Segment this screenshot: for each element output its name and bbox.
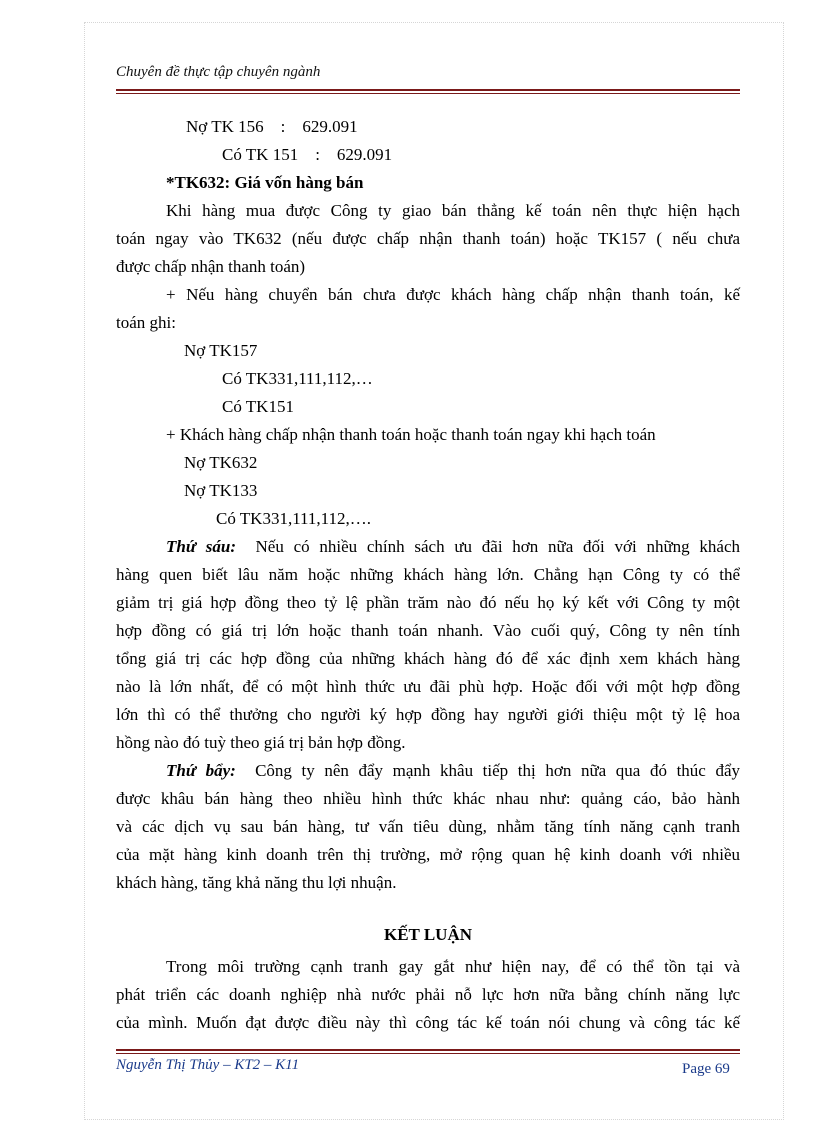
paragraph-line (166, 537, 740, 557)
page-number: Page 69 (682, 1061, 730, 1077)
entry-co-tk331: Có TK331,111,112,…. (216, 509, 372, 528)
entry-no-tk133: Nợ TK133 (184, 481, 258, 500)
paragraph-line: của mình. Muốn đạt được điều này thì công tác kế toán nói chung và công tác kế (116, 1013, 740, 1032)
paragraph-line: và các dịch vụ sau bán hàng, tư vấn tiêu dùng, nhằm tăng tính năng cạnh tranh (116, 817, 740, 836)
paragraph-line: giảm trị giá hợp đồng theo tỷ lệ phần trăm nào đó nếu họ ký kết với Công ty một (116, 593, 740, 612)
header-rule (116, 89, 740, 94)
paragraph-line: nào là lớn nhất, để có một hình thức ưu đãi phù hợp. Hoặc đối với một hợp đồng (116, 677, 740, 696)
paragraph-line: + Khách hàng chấp nhận thanh toán hoặc thanh toán ngay khi hạch toán (166, 425, 656, 444)
conclusion-heading: KẾT LUẬN (383, 925, 472, 944)
entry-co-tk331: Có TK331,111,112,… (222, 369, 373, 388)
entry-no-tk157: Nợ TK157 (184, 341, 258, 360)
paragraph-line: khách hàng, tăng khả năng thu lợi nhuận. (116, 873, 397, 892)
paragraph-line: lớn thì có thể thưởng cho người ký hợp đồng hay người giới thiệu một tỷ lệ hoa (116, 705, 740, 724)
paragraph-line: toán ghi: (116, 313, 176, 332)
paragraph-line: hợp đồng có giá trị lớn hoặc thanh toán nhanh. Vào cuối quý, Công ty nên tính (116, 621, 740, 640)
thu-bay-text: Công ty nên đẩy mạnh khâu tiếp thị hơn nữa qua đó thúc đẩy (255, 761, 740, 780)
paragraph-line: được chấp nhận thanh toán) (116, 257, 306, 276)
paragraph-line: phát triển các doanh nghiệp nhà nước phải nỗ lực hơn nữa bằng chính năng lực (116, 985, 740, 1004)
paragraph-line: tổng giá trị các hợp đồng của những khách hàng đó để xác định xem khách hàng (116, 649, 740, 668)
header-title: Chuyên đề thực tập chuyên ngành (116, 64, 321, 80)
footer-author: Nguyễn Thị Thủy – KT2 – K11 (116, 1057, 300, 1073)
paragraph-line: được khâu bán hàng theo nhiều hình thức khác nhau như: quảng cáo, bảo hành (116, 789, 740, 808)
entry-no-tk156: Nợ TK 156 : 629.091 (186, 117, 358, 136)
entry-no-tk632: Nợ TK632 (184, 453, 258, 472)
thu-sau-label: Thứ sáu: (166, 537, 236, 556)
section-heading-tk632: *TK632: Giá vốn hàng bán (166, 173, 364, 192)
paragraph-line: của mặt hàng kinh doanh trên thị trường, mở rộng quan hệ kinh doanh với nhiều (116, 845, 740, 864)
footer-rule (116, 1049, 740, 1054)
entry-co-tk151: Có TK 151 : 629.091 (222, 145, 393, 164)
entry-co-tk151: Có TK151 (222, 397, 294, 416)
paragraph-line: + Nếu hàng chuyển bán chưa được khách hàng chấp nhận thanh toán, kế (166, 285, 740, 304)
paragraph-line: Khi hàng mua được Công ty giao bán thẳng kế toán nên thực hiện hạch (166, 201, 740, 220)
paragraph-line: Trong môi trường cạnh tranh gay gắt như hiện nay, để có thể tồn tại và (166, 957, 740, 976)
thu-sau-text: Nếu có nhiều chính sách ưu đãi hơn nữa đối với những khách (255, 537, 740, 556)
paragraph-line (166, 761, 740, 781)
paragraph-line: hồng nào đó tuỳ theo giá trị bản hợp đồng. (116, 733, 406, 752)
paragraph-line: hàng quen biết lâu năm hoặc những khách hàng lớn. Chẳng hạn Công ty có thể (116, 565, 740, 584)
thu-bay-label: Thứ bẩy: (166, 761, 236, 780)
paragraph-line: toán ngay vào TK632 (nếu được chấp nhận thanh toán) hoặc TK157 ( nếu chưa (116, 229, 740, 248)
